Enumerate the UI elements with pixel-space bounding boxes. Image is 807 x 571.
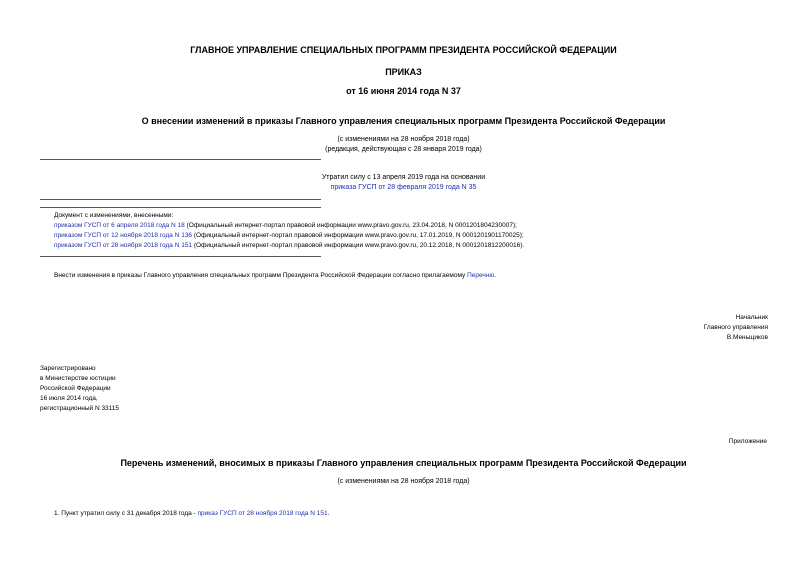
- appendix-item-text: 1. Пункт утратил силу с 31 декабря 2018 года -: [54, 510, 198, 517]
- signature-name: В.Меньщиков: [726, 334, 768, 341]
- appendix-changes-note: (с изменениями на 28 ноября 2018 года): [337, 478, 470, 485]
- appendix-item-end: .: [327, 510, 330, 517]
- appendix-title: Перечень изменений, вносимых в приказы Главного управления специальных программ Президента Российской Федерации: [120, 458, 687, 468]
- agency-name: ГЛАВНОЕ УПРАВЛЕНИЕ СПЕЦИАЛЬНЫХ ПРОГРАММ ПРЕЗИДЕНТА РОССИЙСКОЙ ФЕДЕРАЦИИ: [190, 45, 617, 55]
- body-end: .: [494, 272, 497, 279]
- registration-number: регистрационный N 33115: [40, 405, 120, 412]
- registration-line: Российской Федерации: [40, 385, 111, 392]
- doc-date-number: от 16 июня 2014 года N 37: [346, 86, 461, 96]
- appendix-item-link[interactable]: приказ ГУСП от 28 ноября 2018 года N 151: [197, 510, 328, 517]
- edition-note: (редакция, действующая с 28 января 2019 года): [325, 146, 482, 153]
- divider: [40, 199, 321, 200]
- amendments-heading: Документ с изменениями, внесенными:: [54, 212, 174, 219]
- expired-link[interactable]: приказа ГУСП от 28 февраля 2019 года N 35: [330, 184, 477, 191]
- appendix-label: Приложение: [728, 438, 767, 445]
- amendment-link[interactable]: приказом ГУСП от 6 апреля 2018 года N 18: [54, 222, 185, 229]
- amendment-link[interactable]: приказом ГУСП от 12 ноября 2018 года N 136: [54, 232, 193, 239]
- expired-text: Утратил силу с 13 апреля 2019 года на основании: [321, 174, 486, 181]
- registration-line: в Министерстве юстиции: [40, 375, 116, 382]
- amendment-source: (Официальный интернет-портал правовой информации www.pravo.gov.ru, 23.04.2018, N 0001201804230007);: [184, 222, 517, 229]
- appendix-item: [54, 509, 329, 519]
- amendment-link[interactable]: приказом ГУСП от 28 ноября 2018 года N 151: [54, 242, 193, 249]
- amendment-item: [54, 241, 524, 251]
- changes-note: (с изменениями на 28 ноября 2018 года): [337, 136, 470, 143]
- perechen-link[interactable]: Перечню: [467, 272, 495, 279]
- amendment-item: [54, 221, 517, 231]
- signature-position: Начальник: [735, 314, 768, 321]
- amendment-source: (Официальный интернет-портал правовой информации www.pravo.gov.ru, 17.01.2019, N 0001201901170025);: [192, 232, 524, 239]
- amendment-item: [54, 231, 524, 241]
- body-paragraph: [54, 271, 496, 281]
- divider: [40, 207, 321, 208]
- body-text: Внести изменения в приказы Главного управления специальных программ Президента Российской Федерации согласно прилагаемому: [54, 272, 468, 279]
- registration-line: 16 июля 2014 года,: [40, 395, 98, 402]
- amendment-source: (Официальный интернет-портал правовой информации www.pravo.gov.ru, 20.12.2018, N 0001201812200016).: [192, 242, 525, 249]
- registration-line: Зарегистрировано: [40, 365, 96, 372]
- doc-title: О внесении изменений в приказы Главного управления специальных программ Президента Российской Федерации: [141, 116, 666, 126]
- doc-type: ПРИКАЗ: [385, 67, 422, 77]
- signature-department: Главного управления: [703, 324, 768, 331]
- divider: [40, 256, 321, 257]
- divider: [40, 159, 321, 160]
